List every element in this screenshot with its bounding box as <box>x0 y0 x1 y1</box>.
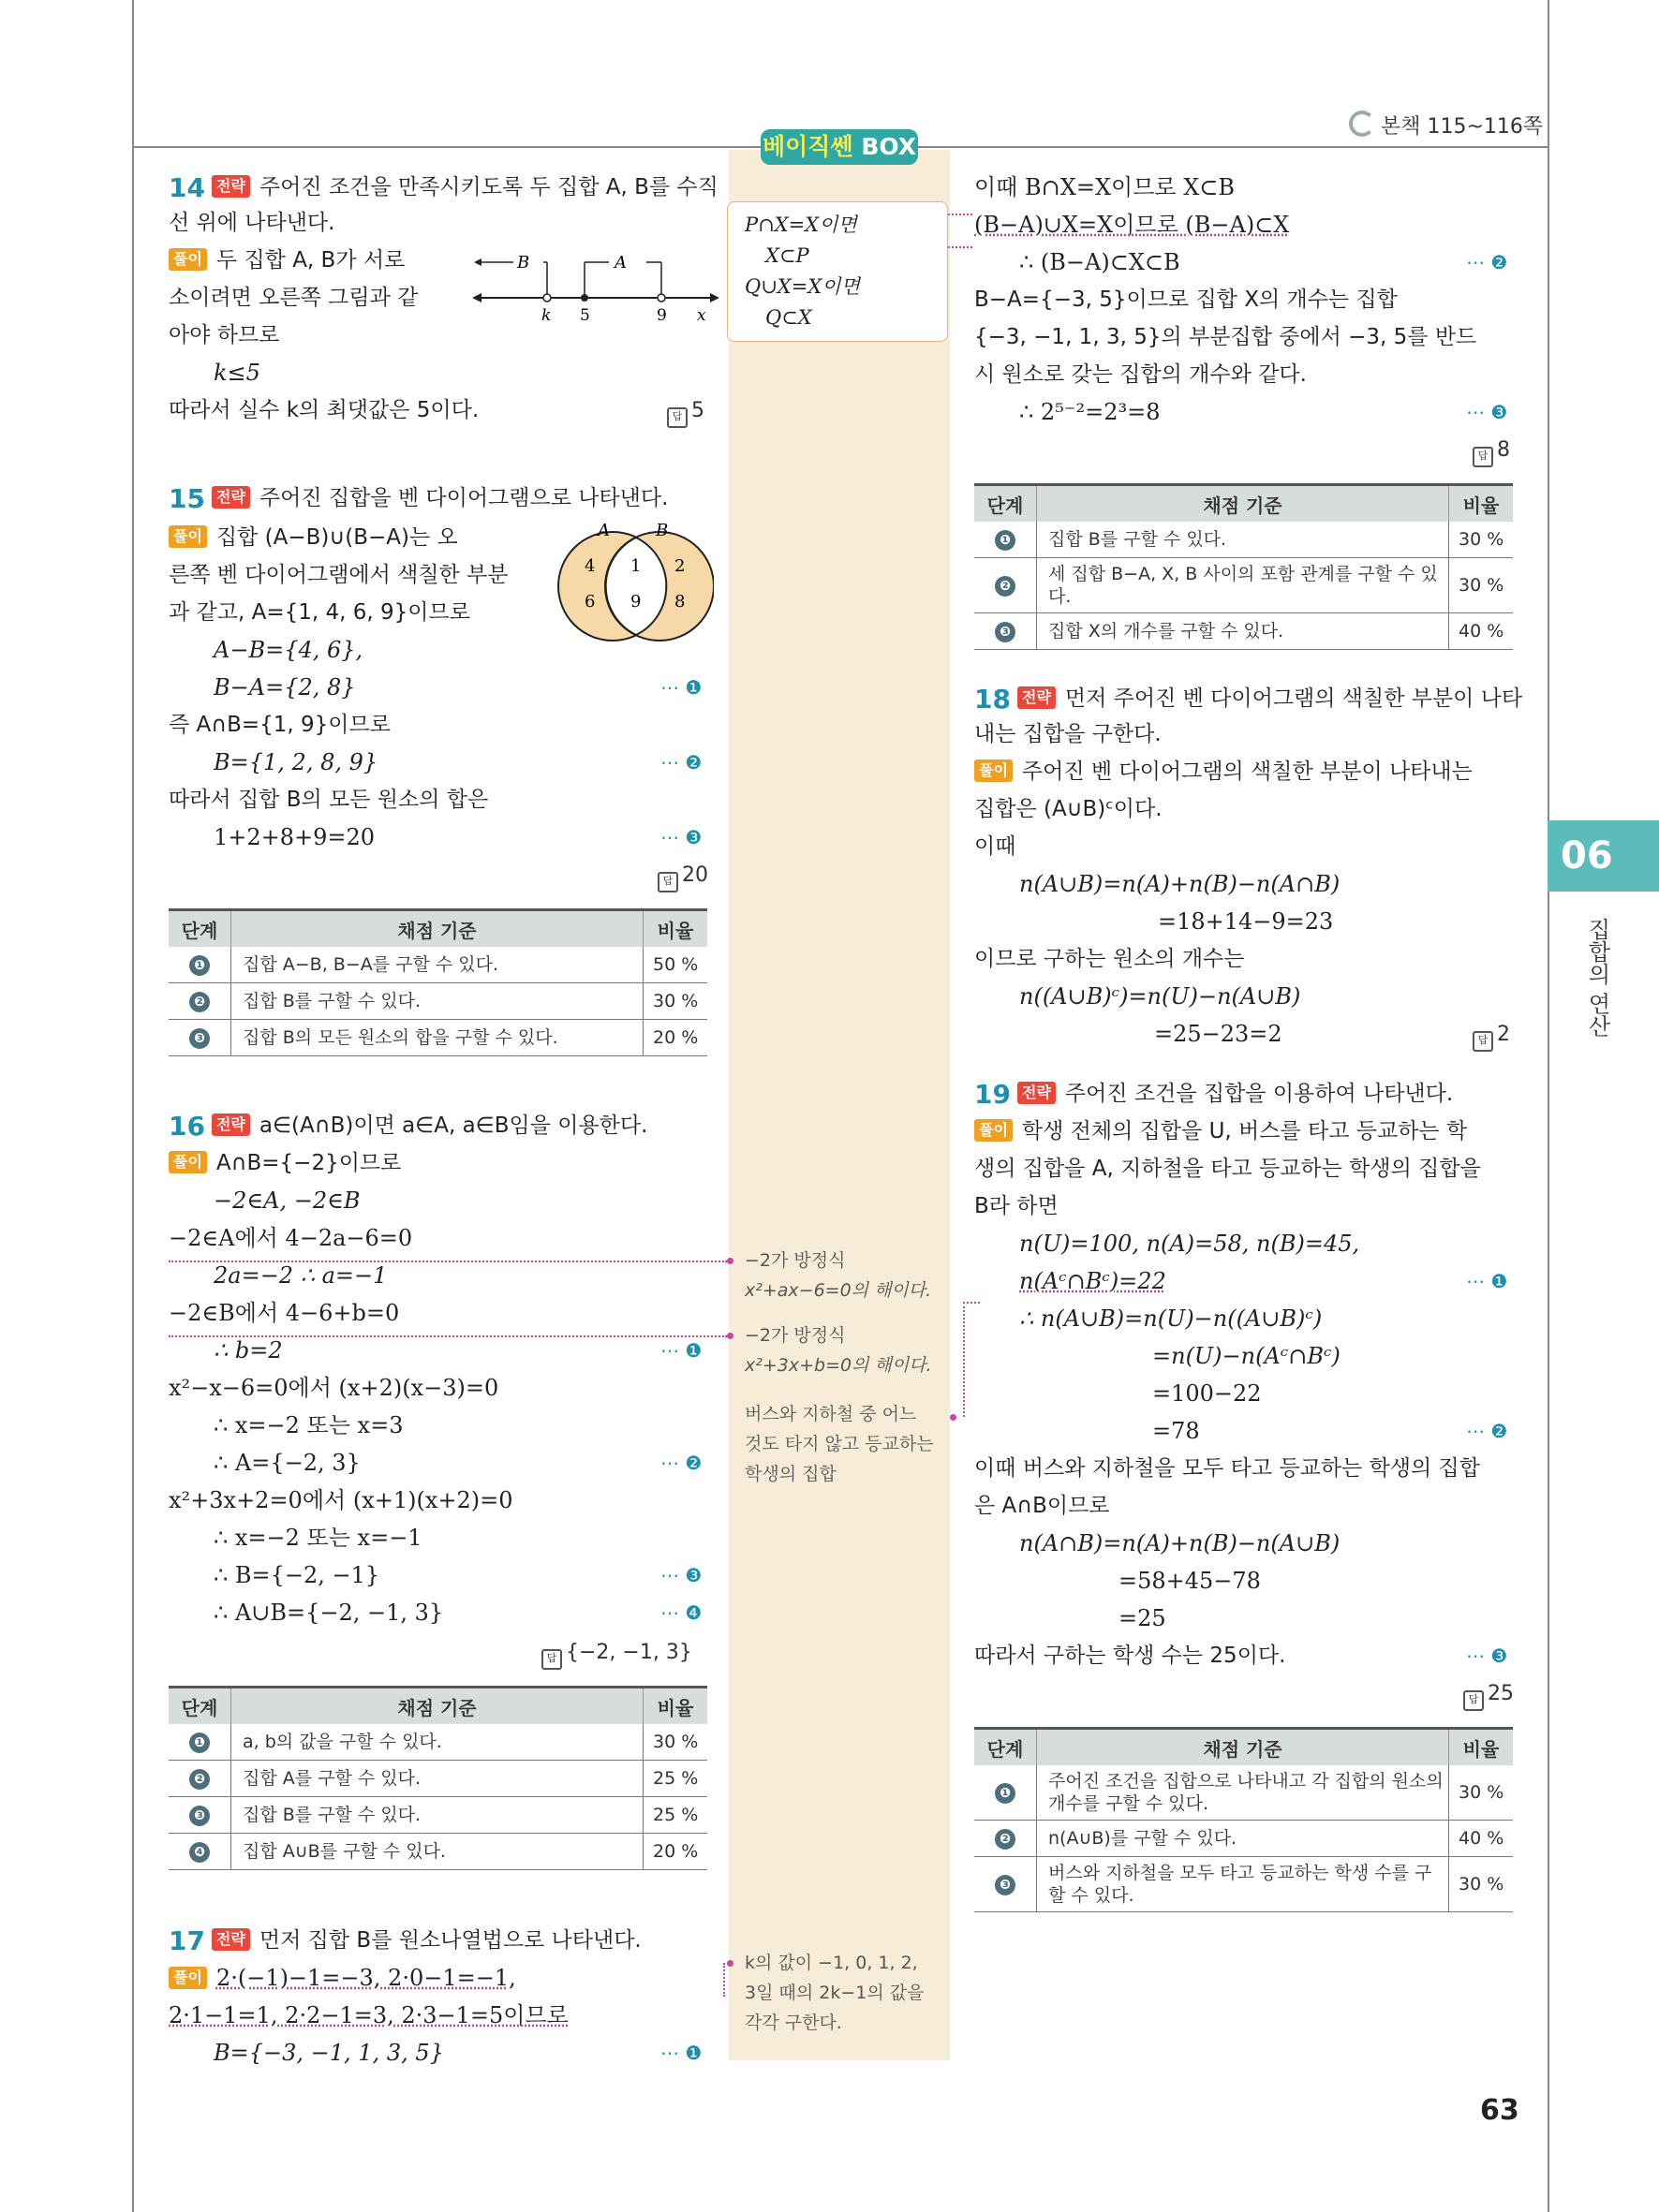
math-line: ∴ B={−2, −1} <box>214 1562 380 1588</box>
step-marker: ⋯ ❸ <box>660 1564 703 1586</box>
solution-line: 풀이 집합 (A−B)∪(B−A)는 오 <box>169 519 458 556</box>
solution-line: 풀이 두 집합 A, B가 서로 <box>169 242 405 279</box>
solution-line: 은 A∩B이므로 <box>974 1494 1110 1518</box>
venn-diagram <box>555 523 714 644</box>
answer: 답 5 <box>667 399 704 428</box>
label-B: B <box>517 253 530 273</box>
solution-line: 풀이 학생 전체의 집합을 U, 버스를 타고 등교하는 학 <box>974 1113 1467 1150</box>
math-line: ∴ 2⁵⁻²=2³=8 <box>1019 399 1161 425</box>
solution-line: 따라서 집합 B의 모든 원소의 합은 <box>169 788 489 812</box>
math-line: ∴ n(A∪B)=n(U)−n((A∪B)ᶜ) <box>1019 1305 1323 1332</box>
right-margin-line-top <box>1548 0 1549 820</box>
note-connector <box>963 1302 965 1417</box>
left-margin-line <box>132 0 134 2212</box>
strategy-line: 내는 집합을 구한다. <box>974 722 1162 746</box>
table-row: ❶ 집합 B를 구할 수 있다. 30 % <box>974 522 1513 558</box>
strategy-line: 전략 먼저 집합 B를 원소나열법으로 나타낸다. <box>212 1922 642 1959</box>
basic-box-tab: 베이직쎈 BOX <box>761 129 918 165</box>
math-line: n((A∪B)ᶜ)=n(U)−n(A∪B) <box>1019 983 1301 1010</box>
problem-number: 14 <box>169 172 205 203</box>
solution-line: 생의 집합을 A, 지하철을 타고 등교하는 학생의 집합을 <box>974 1157 1481 1181</box>
note-connector <box>723 1963 725 1997</box>
table-row: ❶ 주어진 조건을 집합으로 나타내고 각 집합의 원소의 개수를 구할 수 있다. 30 % <box>974 1765 1513 1821</box>
inequality: k≤5 <box>214 360 260 386</box>
math-line: 2·1−1=1, 2·2−1=3, 2·3−1=5이므로 <box>169 2002 569 2028</box>
box-note-subset-rule: P∩X=X이면 X⊂P Q∪X=X이면 Q⊂X <box>727 201 948 342</box>
table-row: ❷ 집합 B를 구할 수 있다. 30 % <box>169 983 707 1020</box>
note-connector <box>963 1302 980 1304</box>
venn-1: 1 <box>630 556 642 576</box>
venn-9: 9 <box>630 592 642 612</box>
table-row: ❸ 집합 B를 구할 수 있다. 25 % <box>169 1797 707 1834</box>
math-line: 2a=−2 ∴ a=−1 <box>214 1262 388 1289</box>
problem-number: 18 <box>974 684 1011 715</box>
step-marker: ⋯ ❷ <box>660 1452 703 1474</box>
table-row: ❸ 집합 X의 개수를 구할 수 있다. 40 % <box>974 613 1513 650</box>
venn-2: 2 <box>674 556 686 576</box>
math-line: ∴ x=−2 또는 x=−1 <box>214 1525 422 1551</box>
conclusion-line: 따라서 실수 k의 최댓값은 5이다. <box>169 398 480 422</box>
right-margin-line-bottom <box>1548 892 1549 2212</box>
page-number: 63 <box>1480 2094 1519 2127</box>
math-line: n(U)=100, n(A)=58, n(B)=45, <box>1019 1231 1360 1257</box>
solution-line: 풀이 주어진 벤 다이어그램의 색칠한 부분이 나타내는 <box>974 753 1473 790</box>
math-line: B−A={2, 8} <box>214 674 356 700</box>
note-bullet <box>727 1333 733 1339</box>
step-marker: ⋯ ❸ <box>1466 401 1508 423</box>
solution-line: 풀이 2·(−1)−1=−3, 2·0−1=−1, <box>169 1959 516 1997</box>
solution-line: 른쪽 벤 다이어그램에서 색칠한 부분 <box>169 563 509 587</box>
math-line: B={−3, −1, 1, 3, 5} <box>214 2040 444 2066</box>
box-note-16a: −2가 방정식 x²+ax−6=0의 해이다. <box>745 1250 932 1301</box>
math-line: =n(U)−n(Aᶜ∩Bᶜ) <box>1152 1343 1341 1369</box>
number-line-diagram <box>468 243 721 328</box>
step-marker: ⋯ ❷ <box>1466 251 1508 273</box>
math-line: 1+2+8+9=20 <box>214 824 376 850</box>
problem-number: 16 <box>169 1111 205 1142</box>
table-row: ❸ 버스와 지하철을 모두 타고 등교하는 학생 수를 구할 수 있다. 30 % <box>974 1857 1513 1912</box>
problem-number: 19 <box>974 1079 1011 1110</box>
answer: 답 {−2, −1, 3} <box>541 1641 692 1670</box>
answer: 답 25 <box>1463 1682 1514 1711</box>
solution-line: 이때 버스와 지하철을 모두 타고 등교하는 학생의 집합 <box>974 1456 1480 1481</box>
solution-line: B−A={−3, 5}이므로 집합 X의 개수는 집합 <box>974 288 1398 312</box>
solution-line: 풀이 A∩B={−2}이므로 <box>169 1144 401 1182</box>
math-line: =18+14−9=23 <box>1158 908 1334 935</box>
math-line: −2∈A, −2∈B <box>214 1187 361 1214</box>
strategy-line: 전략 주어진 조건을 집합을 이용하여 나타낸다. <box>1017 1075 1453 1113</box>
math-line: B={1, 2, 8, 9} <box>214 749 378 775</box>
venn-4: 4 <box>585 556 596 576</box>
math-line: ∴ A∪B={−2, −1, 3} <box>214 1600 444 1626</box>
table-row: ❷ n(A∪B)를 구할 수 있다. 40 % <box>974 1821 1513 1857</box>
math-line: n(Aᶜ∩Bᶜ)=22 <box>1019 1268 1166 1294</box>
answer: 답 20 <box>658 863 708 892</box>
venn-label-A: A <box>598 523 610 540</box>
box-note-17: k의 값이 −1, 0, 1, 2, 3일 때의 2k−1의 값을 각각 구한다. <box>745 1953 925 2033</box>
problem-number: 15 <box>169 483 205 514</box>
answer: 답 2 <box>1473 1023 1510 1052</box>
math-line: −2∈A에서 4−2a−6=0 <box>169 1225 413 1251</box>
box-note-19: 버스와 지하철 중 어느 것도 타지 않고 등교하는 학생의 집합 <box>745 1404 934 1484</box>
math-line: =25 <box>1118 1605 1166 1631</box>
step-marker: ⋯ ❸ <box>660 826 703 848</box>
solution-line: 과 같고, A={1, 4, 6, 9}이므로 <box>169 600 470 625</box>
note-bullet <box>727 1258 733 1264</box>
step-marker: ⋯ ❶ <box>660 676 703 699</box>
solution-line: 시 원소로 갖는 집합의 개수와 같다. <box>974 362 1307 387</box>
book-ref-icon <box>1349 111 1375 137</box>
venn-label-B: B <box>656 523 669 540</box>
note-connector <box>948 214 972 215</box>
answer: 답 8 <box>1473 438 1510 467</box>
chapter-tab[interactable]: 06 <box>1548 820 1659 892</box>
step-marker: ⋯ ❶ <box>660 1339 703 1362</box>
label-A: A <box>615 253 627 273</box>
label-k: k <box>541 306 552 325</box>
grading-table-17: 단계 채점 기준 비율 ❶ 집합 B를 구할 수 있다. 30 % ❷ 세 집합 B−A, X, B 사이의 포함 관계를 구할 수 있다. 30 % ❸ 집합 X의 개수를 구할 수 있다. 40 % <box>974 483 1513 650</box>
step-marker: ⋯ ❷ <box>660 751 703 774</box>
strategy-line: 선 위에 나타낸다. <box>169 211 335 235</box>
grading-table-16: 단계 채점 기준 비율 ❶ a, b의 값을 구할 수 있다. 30 % ❷ 집합 A를 구할 수 있다. 25 % ❸ 집합 B를 구할 수 있다. 25 % ❹ 집합 A∪B를 구할 수 있다. 20 % <box>169 1686 707 1870</box>
math-line: (B−A)∪X=X이므로 (B−A)⊂X <box>974 212 1290 238</box>
note-bullet <box>950 1414 956 1421</box>
math-line: A−B={4, 6}, <box>214 637 363 663</box>
step-marker: ⋯ ❶ <box>660 2042 703 2064</box>
math-line: −2∈B에서 4−6+b=0 <box>169 1300 400 1326</box>
step-marker: ⋯ ❹ <box>660 1601 703 1624</box>
math-line: 이때 B∩X=X이므로 X⊂B <box>974 174 1236 200</box>
table-row: ❷ 세 집합 B−A, X, B 사이의 포함 관계를 구할 수 있다. 30 % <box>974 558 1513 613</box>
venn-6: 6 <box>585 592 596 612</box>
solution-line: 집합은 (A∪B)ᶜ이다. <box>974 797 1163 821</box>
box-note-16b: −2가 방정식 x²+3x+b=0의 해이다. <box>745 1325 932 1376</box>
venn-8: 8 <box>674 592 686 612</box>
math-line: =58+45−78 <box>1118 1568 1261 1594</box>
label-5: 5 <box>580 306 590 325</box>
math-line: =78 <box>1152 1418 1200 1444</box>
note-bullet <box>727 1960 733 1967</box>
solution-line: B라 하면 <box>974 1194 1059 1218</box>
step-marker: ⋯ ❸ <box>1466 1644 1508 1667</box>
basic-box-column <box>729 150 950 2060</box>
math-line: ∴ x=−2 또는 x=3 <box>214 1412 404 1438</box>
grading-table-15: 단계 채점 기준 비율 ❶ 집합 A−B, B−A를 구할 수 있다. 50 % ❷ 집합 B를 구할 수 있다. 30 % ❸ 집합 B의 모든 원소의 합을 구할 수 있다. 20 % <box>169 908 707 1056</box>
solution-line: {−3, −1, 1, 3, 5}의 부분집합 중에서 −3, 5를 반드 <box>974 325 1477 349</box>
strategy-line: 전략 주어진 조건을 만족시키도록 두 집합 A, B를 수직 <box>212 169 718 206</box>
math-line: n(A∪B)=n(A)+n(B)−n(A∩B) <box>1019 871 1341 897</box>
math-line: ∴ b=2 <box>214 1337 283 1364</box>
step-marker: ⋯ ❶ <box>1466 1270 1508 1292</box>
solution-line: 이때 <box>974 834 1016 859</box>
page-reference: 본책 115~116쪽 <box>1349 111 1543 140</box>
math-line: ∴ A={−2, 3} <box>214 1450 361 1476</box>
solution-line: 이므로 구하는 원소의 개수는 <box>974 947 1245 971</box>
math-line: ∴ (B−A)⊂X⊂B <box>1019 249 1180 275</box>
solution-line: 즉 A∩B={1, 9}이므로 <box>169 713 391 737</box>
chapter-title: 집합의 연산 <box>1584 918 1610 1038</box>
solution-line: 따라서 구하는 학생 수는 25이다. <box>974 1644 1286 1668</box>
math-line: n(A∩B)=n(A)+n(B)−n(A∪B) <box>1019 1530 1341 1556</box>
table-row: ❶ 집합 A−B, B−A를 구할 수 있다. 50 % <box>169 947 707 983</box>
solution-line: 소이려면 오른쪽 그림과 같 <box>169 286 419 310</box>
table-row: ❸ 집합 B의 모든 원소의 합을 구할 수 있다. 20 % <box>169 1020 707 1056</box>
grading-table-19: 단계 채점 기준 비율 ❶ 주어진 조건을 집합으로 나타내고 각 집합의 원소의 개수를 구할 수 있다. 30 % ❷ n(A∪B)를 구할 수 있다. 40 % ❸ 버스와 지하철을 모두 타고 등교하는 학생 수를 구할 수 있다. 30 % <box>974 1727 1513 1912</box>
strategy-line: 전략 먼저 주어진 벤 다이어그램의 색칠한 부분이 나타 <box>1017 680 1522 717</box>
table-row: ❹ 집합 A∪B를 구할 수 있다. 20 % <box>169 1834 707 1870</box>
math-line: =100−22 <box>1152 1380 1262 1407</box>
math-line: x²+3x+2=0에서 (x+1)(x+2)=0 <box>169 1487 513 1513</box>
label-9: 9 <box>657 306 667 325</box>
problem-number: 17 <box>169 1925 205 1956</box>
strategy-line: 전략 주어진 집합을 벤 다이어그램으로 나타낸다. <box>212 479 668 517</box>
math-line: =25−23=2 <box>1154 1021 1282 1047</box>
strategy-line: 전략 a∈(A∩B)이면 a∈A, a∈B임을 이용한다. <box>212 1107 647 1144</box>
step-marker: ⋯ ❷ <box>1466 1420 1508 1442</box>
note-connector <box>948 246 972 248</box>
math-line: x²−x−6=0에서 (x+2)(x−3)=0 <box>169 1375 499 1401</box>
label-x: x <box>697 306 706 325</box>
table-row: ❶ a, b의 값을 구할 수 있다. 30 % <box>169 1724 707 1761</box>
table-row: ❷ 집합 A를 구할 수 있다. 25 % <box>169 1761 707 1797</box>
solution-line: 아야 하므로 <box>169 323 280 347</box>
